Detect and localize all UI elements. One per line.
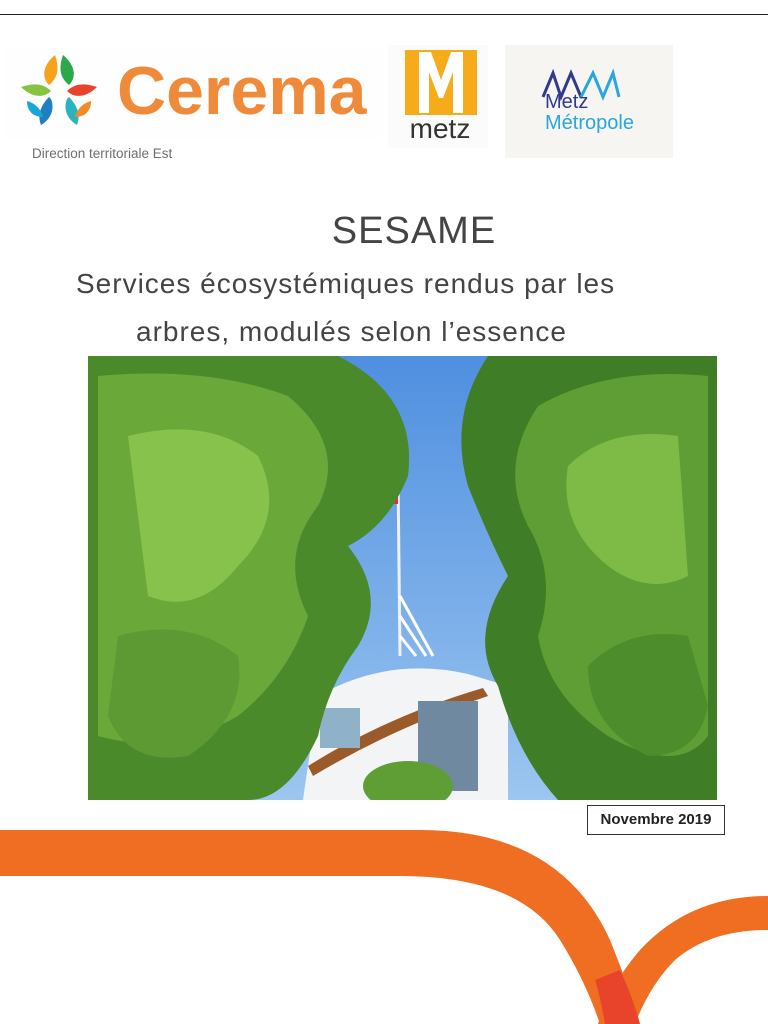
top-rule	[0, 14, 768, 15]
cerema-emblem-icon	[19, 53, 99, 129]
cerema-wordmark: Cerema	[117, 53, 367, 129]
cerema-logo	[5, 47, 383, 139]
metz-m-emblem-icon	[405, 50, 477, 115]
direction-label: Direction territoriale Est	[32, 146, 173, 161]
document-title: SESAME	[331, 210, 497, 252]
decorative-bands	[0, 820, 768, 1024]
document-subtitle-line2: arbres, modulés selon l’essence	[136, 316, 567, 347]
metz-wordmark: metz	[409, 113, 471, 144]
metz-metropole-logo	[505, 45, 673, 158]
metz-logo	[388, 45, 488, 148]
document-subtitle-line1: Services écosystémiques rendus par les	[76, 268, 616, 299]
date-box: Novembre 2019	[587, 805, 725, 835]
metropole-line1: Metz	[545, 91, 589, 113]
metropole-line2: Métropole	[545, 112, 634, 134]
cover-photo	[88, 356, 717, 800]
